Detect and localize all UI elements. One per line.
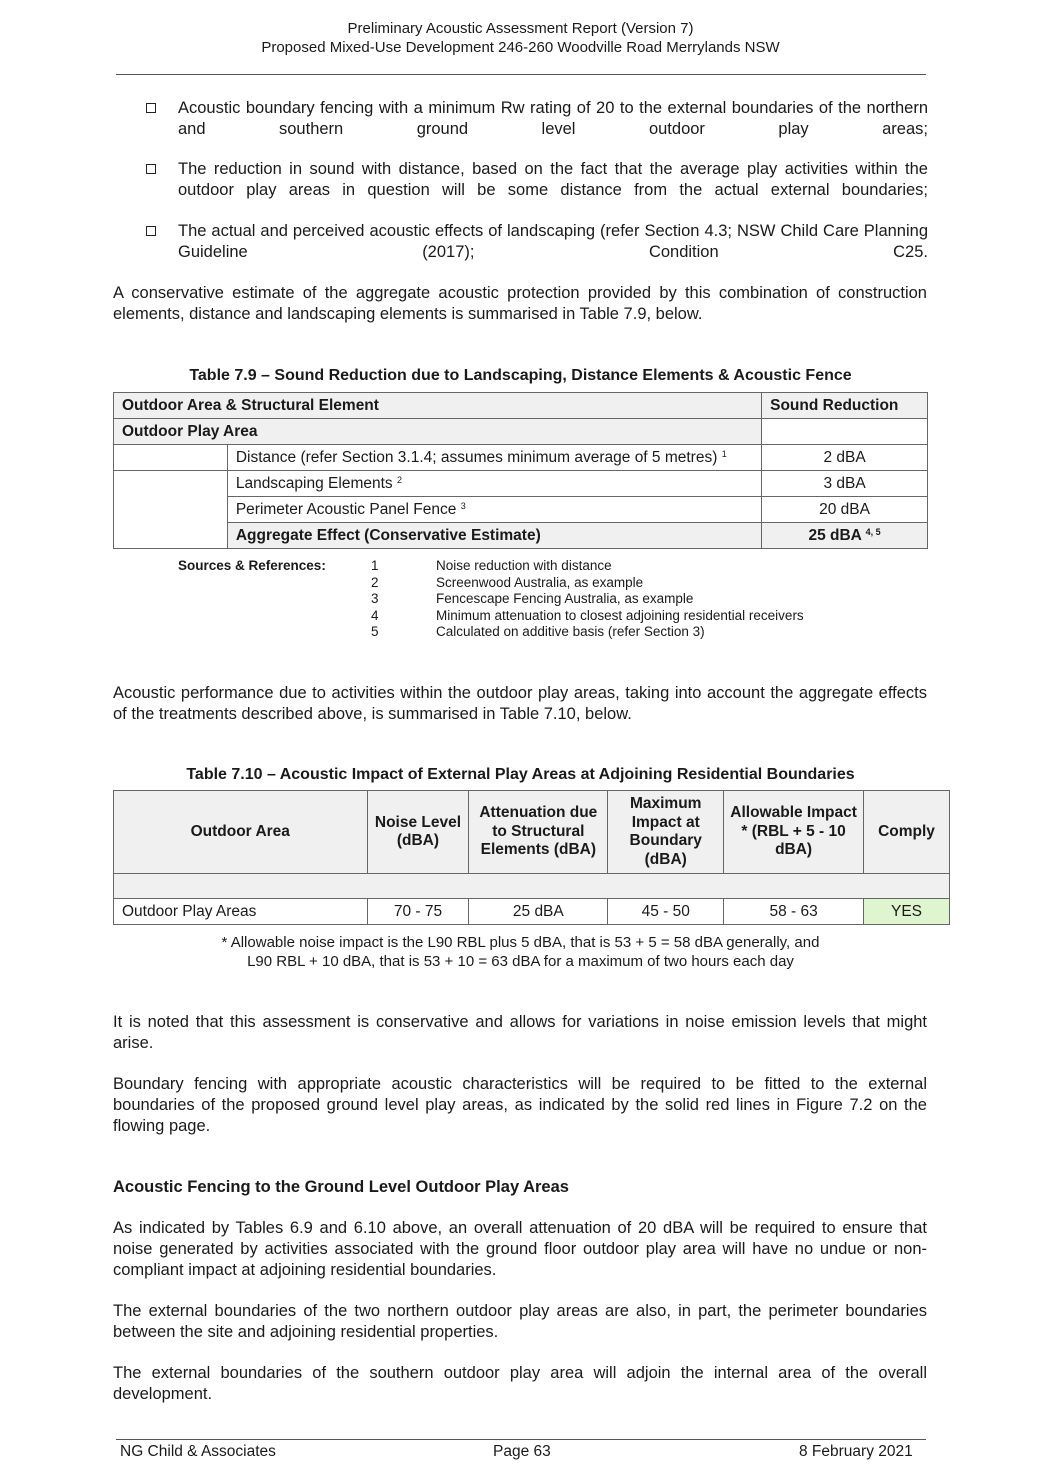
table-note: L90 RBL + 10 dBA, that is 53 + 10 = 63 dBA for a maximum of two hours each day bbox=[247, 953, 794, 970]
paragraph: It is noted that this assessment is conservative and allows for variations in noise emission levels that might arise. bbox=[113, 1013, 927, 1052]
table-cell: 45 - 50 bbox=[608, 899, 724, 925]
table-row bbox=[114, 419, 928, 445]
report-title: Preliminary Acoustic Assessment Report (Version 7) bbox=[347, 20, 694, 37]
table-spacer-row bbox=[114, 874, 950, 899]
sources-label: Sources & References: bbox=[178, 558, 326, 573]
table-row bbox=[114, 445, 928, 471]
table-caption: Table 7.10 – Acoustic Impact of External Play Areas at Adjoining Residential Boundaries bbox=[186, 766, 855, 783]
sources-numbers: 1 2 3 4 5 bbox=[371, 558, 379, 640]
column-header: Maximum Impact at Boundary (dBA) bbox=[608, 791, 724, 874]
table-cell: 20 dBA bbox=[762, 497, 928, 523]
paragraph: As indicated by Tables 6.9 and 6.10 above, an overall attenuation of 20 dBA will be required to ensure that noise generated by activities associated with the ground floor outdoor play area will have no undue or non-compliant impact at adjoining residential boundaries. bbox=[113, 1219, 927, 1279]
comply-cell: YES bbox=[864, 899, 950, 925]
group-header: Outdoor Play Area bbox=[114, 419, 762, 445]
table-cell: Outdoor Play Areas bbox=[114, 899, 368, 925]
acoustic-impact-table bbox=[113, 790, 950, 925]
list-item-text: The reduction in sound with distance, based on the fact that the average play activities within the outdoor play areas in question will be some distance from the actual external boundaries; bbox=[178, 160, 928, 199]
page-number: Page 63 bbox=[493, 1443, 551, 1460]
table-header-row bbox=[114, 393, 928, 419]
table-row bbox=[114, 899, 950, 925]
table-cell: Aggregate Effect (Conservative Estimate) bbox=[227, 523, 761, 549]
table-header-row bbox=[114, 791, 950, 874]
column-header: Allowable Impact * (RBL + 5 - 10 dBA) bbox=[724, 791, 864, 874]
paragraph: A conservative estimate of the aggregate acoustic protection provided by this combination of construction elements, distance and landscaping elements is summarised in Table 7.9, below. bbox=[113, 284, 927, 323]
header-rule bbox=[116, 74, 926, 75]
checkbox-bullet-icon bbox=[146, 164, 156, 174]
column-header: Attenuation due to Structural Elements (dBA) bbox=[469, 791, 608, 874]
list-item-text: The actual and perceived acoustic effects of landscaping (refer Section 4.3; NSW Child Care Planning Guideline (2017); Condition C25. bbox=[178, 222, 928, 261]
table-cell: Distance (refer Section 3.1.4; assumes minimum average of 5 metres) $^1$ bbox=[227, 445, 761, 471]
table-cell bbox=[114, 445, 228, 471]
footer-author: NG Child & Associates bbox=[120, 1443, 276, 1460]
table-note: * Allowable noise impact is the L90 RBL plus 5 dBA, that is 53 + 5 = 58 dBA generally, and bbox=[221, 934, 820, 951]
column-header: Noise Level (dBA) bbox=[367, 791, 469, 874]
table-cell: Landscaping Elements $^2$ bbox=[227, 471, 761, 497]
table-caption: Table 7.9 – Sound Reduction due to Landscaping, Distance Elements & Acoustic Fence bbox=[189, 367, 852, 384]
table-cell: Perimeter Acoustic Panel Fence $^3$ bbox=[227, 497, 761, 523]
column-header: Outdoor Area bbox=[114, 791, 368, 874]
table-cell: 2 dBA bbox=[762, 445, 928, 471]
paragraph: The external boundaries of the southern outdoor play area will adjoin the internal area of the overall development. bbox=[113, 1364, 927, 1403]
table-cell: 58 - 63 bbox=[724, 899, 864, 925]
paragraph: Acoustic performance due to activities within the outdoor play areas, taking into account the aggregate effects of the treatments described above, is summarised in Table 7.10, below. bbox=[113, 684, 927, 723]
table-cell: 3 dBA bbox=[762, 471, 928, 497]
column-header: Sound Reduction bbox=[762, 393, 928, 419]
paragraph: The external boundaries of the two northern outdoor play areas are also, in part, the perimeter boundaries between the site and adjoining residential properties. bbox=[113, 1302, 927, 1341]
footer-rule bbox=[116, 1439, 926, 1440]
table-row bbox=[114, 497, 928, 523]
table-row bbox=[114, 523, 928, 549]
list-item-text: Acoustic boundary fencing with a minimum Rw rating of 20 to the external boundaries of the northern and southern ground level outdoor play areas; bbox=[178, 99, 928, 138]
footer-date: 8 February 2021 bbox=[799, 1443, 913, 1460]
table-cell: 70 - 75 bbox=[367, 899, 469, 925]
sources-list: Noise reduction with distance Screenwood Australia, as example Fencescape Fencing Australia, as example Minimum attenuation to closest adjoining residential receivers Calculated on additive basis (refer Section 3) bbox=[436, 558, 804, 640]
sound-reduction-table bbox=[113, 392, 928, 549]
table-cell bbox=[762, 419, 928, 445]
table-cell bbox=[114, 471, 228, 549]
table-row bbox=[114, 471, 928, 497]
column-header: Comply bbox=[864, 791, 950, 874]
table-cell: 25 dBA bbox=[469, 899, 608, 925]
paragraph: Boundary fencing with appropriate acoustic characteristics will be required to be fitted to the external boundaries of the proposed ground level play areas, as indicated by the solid red lines in Figure 7.2 on the flowing page. bbox=[113, 1075, 927, 1135]
table-cell: 25 dBA $^{4, 5}$ bbox=[762, 523, 928, 549]
report-subtitle: Proposed Mixed-Use Development 246-260 Woodville Road Merrylands NSW bbox=[261, 39, 780, 56]
checkbox-bullet-icon bbox=[146, 226, 156, 236]
section-heading: Acoustic Fencing to the Ground Level Outdoor Play Areas bbox=[113, 1178, 569, 1196]
column-header: Outdoor Area & Structural Element bbox=[114, 393, 762, 419]
checkbox-bullet-icon bbox=[146, 103, 156, 113]
